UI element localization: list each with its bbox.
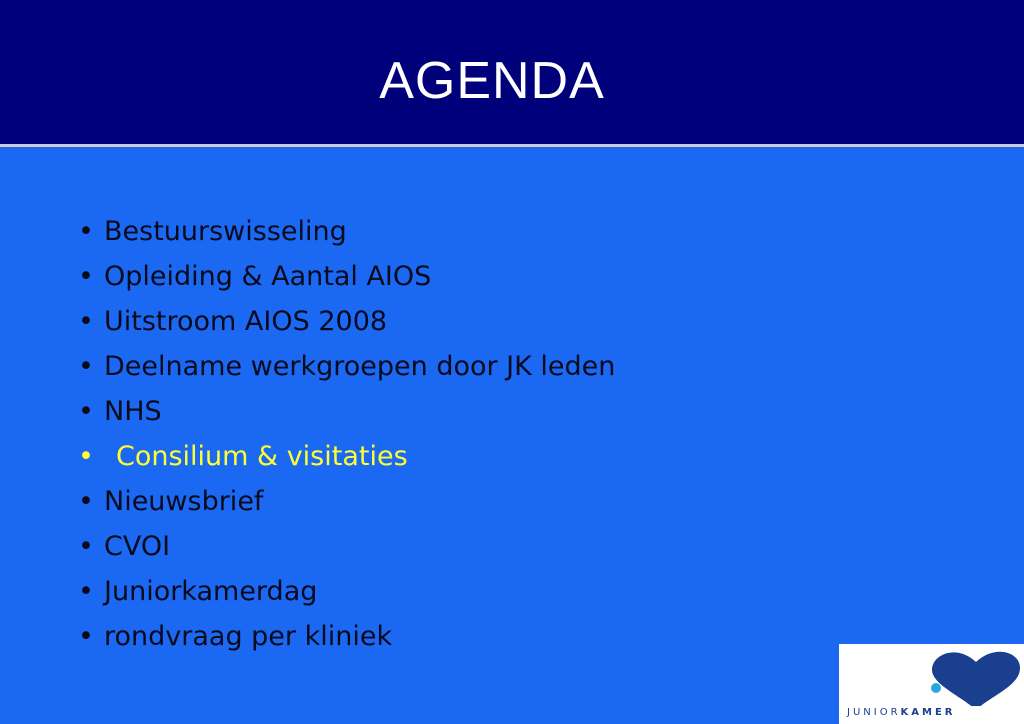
bullet: • <box>78 576 94 607</box>
logo-text-junior: JUNIOR <box>847 707 901 718</box>
agenda-item <box>78 344 615 389</box>
slide-title: AGENDA <box>379 52 605 110</box>
agenda-item-label: CVOI <box>104 531 171 562</box>
heart-icon <box>839 644 1024 706</box>
agenda-item <box>78 254 615 299</box>
logo-wordmark <box>847 707 956 718</box>
agenda-item <box>78 299 615 344</box>
agenda-item-label: Deelname werkgroepen door JK leden <box>104 351 616 382</box>
agenda-item <box>78 389 615 434</box>
agenda-item-label: Opleiding & Aantal AIOS <box>104 261 432 292</box>
bullet: • <box>78 441 94 472</box>
agenda-item-label: Uitstroom AIOS 2008 <box>104 306 388 337</box>
juniorkamer-logo <box>839 644 1024 724</box>
bullet: • <box>78 531 94 562</box>
bullet: • <box>78 216 94 247</box>
agenda-list <box>78 209 615 659</box>
bullet: • <box>78 351 94 382</box>
logo-text-kamer: KAMER <box>900 707 956 718</box>
agenda-item-label: Consilium & visitaties <box>116 441 408 472</box>
agenda-item-highlighted <box>78 434 615 479</box>
agenda-item <box>78 209 615 254</box>
bullet: • <box>78 621 94 652</box>
bullet: • <box>78 261 94 292</box>
agenda-item-label: Nieuwsbrief <box>104 486 264 517</box>
agenda-item-label: NHS <box>104 396 162 427</box>
agenda-item <box>78 524 615 569</box>
agenda-item-label: rondvraag per kliniek <box>104 621 393 652</box>
agenda-item-label: Bestuurswisseling <box>104 216 347 247</box>
agenda-item <box>78 479 615 524</box>
bullet: • <box>78 396 94 427</box>
bullet: • <box>78 306 94 337</box>
agenda-item <box>78 569 615 614</box>
agenda-item <box>78 614 615 659</box>
header-divider <box>0 144 1024 147</box>
bullet: • <box>78 486 94 517</box>
agenda-item-label: Juniorkamerdag <box>104 576 318 607</box>
